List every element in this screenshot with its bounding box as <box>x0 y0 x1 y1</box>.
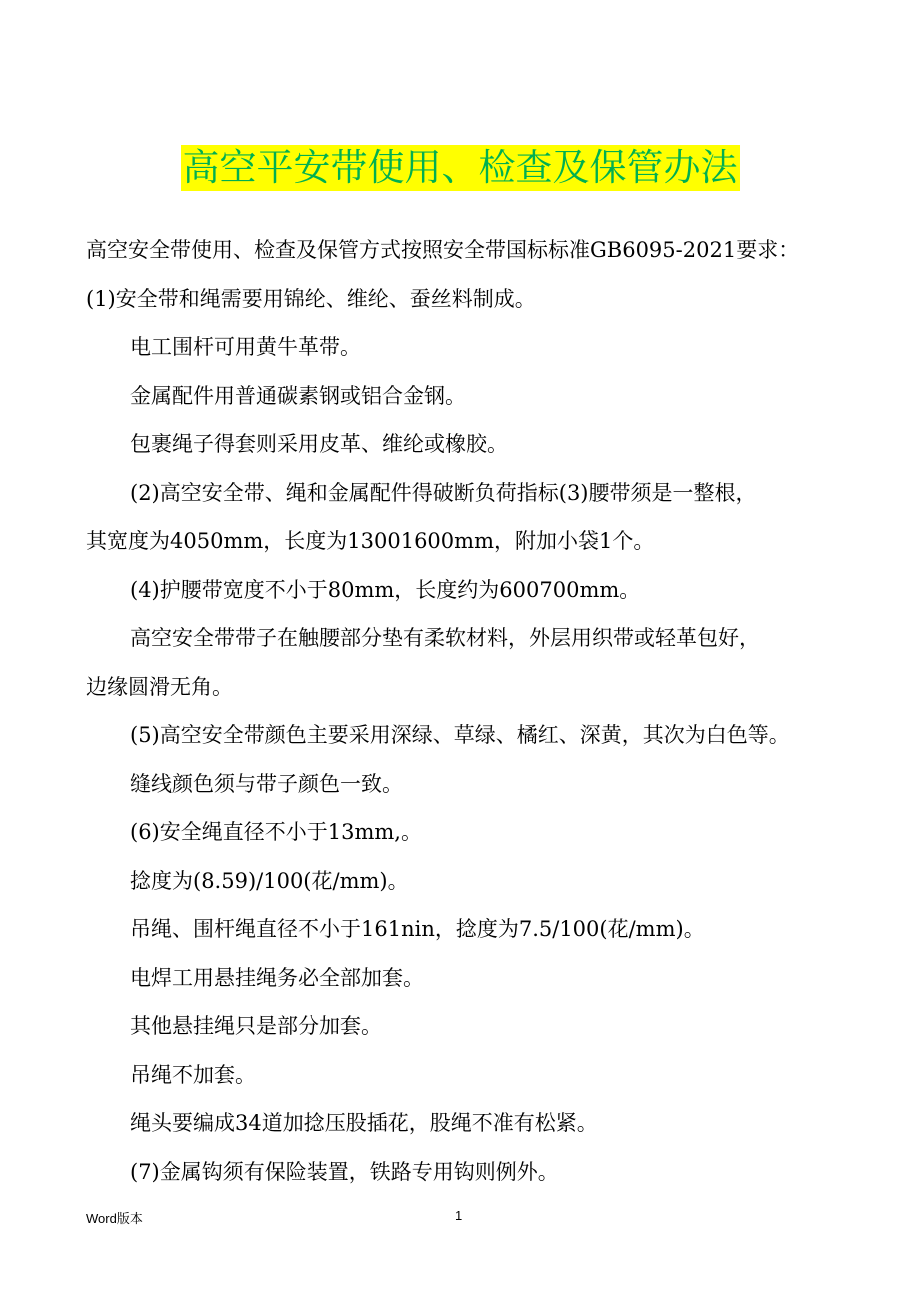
paragraph: 缝线颜色须与带子颜色一致。 <box>130 771 403 796</box>
paragraph: 捻度为(8.59)/100(花/mm)。 <box>130 868 409 893</box>
paragraph: 高空安全带带子在触腰部分垫有柔软材料，外层用织带或轻革包好， <box>130 626 760 650</box>
paragraph: 电焊工用悬挂绳务必全部加套。 <box>130 965 424 990</box>
paragraph-item-7: (7)金属钩须有保险装置，铁路专用钩则例外。 <box>130 1159 559 1184</box>
document-title: 高空平安带使用、检查及保管办法 <box>182 146 738 189</box>
paragraph: 吊绳、围杆绳直径不小于161nin，捻度为7.5/100(花/mm)。 <box>130 917 705 941</box>
paragraph: 金属配件用普通碳素钢或铝合金钢。 <box>130 383 466 408</box>
paragraph: 电工围杆可用黄牛革带。 <box>130 335 361 359</box>
document-body <box>86 226 856 1196</box>
paragraph-intro: 高空安全带使用、检查及保管方式按照安全带国标标准GB6095-2021要求： <box>86 238 800 262</box>
paragraph-continuation: 其宽度为4050mm，长度为13001600mm，附加小袋1个。 <box>86 529 655 553</box>
footer-label: Word版本 <box>86 1211 143 1226</box>
title-container <box>0 145 920 191</box>
paragraph-item-6: (6)安全绳直径不小于13mm,。 <box>130 820 422 844</box>
paragraph-item-5: (5)高空安全带颜色主要采用深绿、草绿、橘红、深黄，其次为白色等。 <box>130 723 790 747</box>
paragraph-continuation: 边缘圆滑无角。 <box>86 674 233 699</box>
paragraph: 其他悬挂绳只是部分加套。 <box>130 1014 382 1038</box>
paragraph-item-4: (4)护腰带宽度不小于80mm，长度约为600700mm。 <box>130 577 641 602</box>
paragraph-item-2: (2)高空安全带、绳和金属配件得破断负荷指标(3)腰带须是一整根， <box>130 480 757 505</box>
page-number: 1 <box>455 1208 463 1223</box>
paragraph-item-1: (1)安全带和绳需要用锦纶、维纶、蚕丝料制成。 <box>86 286 536 311</box>
paragraph: 绳头要编成34道加捻压股插花，股绳不准有松紧。 <box>130 1111 598 1135</box>
paragraph: 包裹绳子得套则采用皮革、维纶或橡胶。 <box>130 432 508 456</box>
paragraph: 吊绳不加套。 <box>130 1062 256 1087</box>
